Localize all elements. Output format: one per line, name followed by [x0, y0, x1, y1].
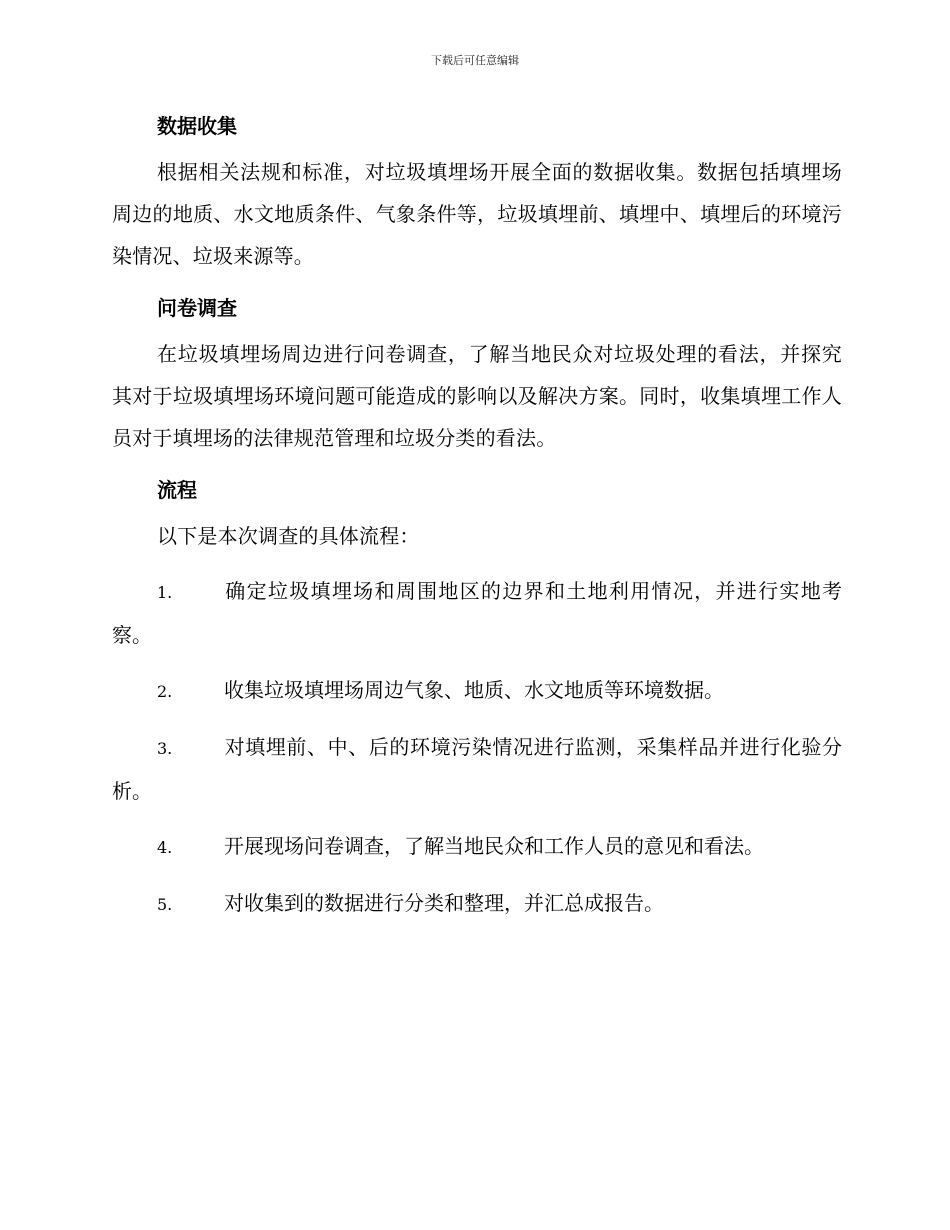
step-text: 开展现场问卷调查，了解当地民众和工作人员的意见和看法。: [224, 834, 764, 858]
step-text: 对填埋前、中、后的环境污染情况进行监测，采集样品并进行化验分析。: [112, 735, 842, 803]
step-text: 确定垃圾填埋场和周围地区的边界和土地利用情况，并进行实地考察。: [112, 579, 842, 647]
section-heading-process: 流程: [157, 478, 197, 502]
list-item: [112, 570, 842, 656]
paragraph-data-collection: 根据相关法规和标准，对垃圾填埋场开展全面的数据收集。数据包括填埋场周边的地质、水文地质条件、气象条件等，垃圾填埋前、填埋中、填埋后的环境污染情况、垃圾来源等。: [112, 160, 842, 268]
section-heading-survey: 问卷调查: [157, 296, 237, 320]
header-note: 下载后可任意编辑: [431, 54, 519, 67]
step-number: 4.: [157, 838, 173, 857]
list-item: [112, 825, 842, 869]
step-number: 1.: [157, 583, 173, 602]
step-text: 收集垃圾填埋场周边气象、地质、水文地质等环境数据。: [224, 678, 724, 702]
paragraph-process-intro: 以下是本次调查的具体流程：: [157, 524, 420, 548]
step-number: 2.: [157, 682, 173, 701]
process-step-list: [112, 570, 842, 926]
step-number: 5.: [157, 895, 173, 914]
document-body: [112, 108, 842, 926]
list-item: [112, 726, 842, 812]
step-number: 3.: [157, 739, 173, 758]
list-item: [112, 669, 842, 713]
step-text: 对收集到的数据进行分类和整理，并汇总成报告。: [224, 891, 664, 915]
paragraph-survey: 在垃圾填埋场周边进行问卷调查，了解当地民众对垃圾处理的看法，并探究其对于垃圾填埋场环境问题可能造成的影响以及解决方案。同时，收集填埋工作人员对于填埋场的法律规范管理和垃圾分类的看法。: [112, 342, 842, 450]
list-item: [112, 882, 842, 926]
section-heading-data-collection: 数据收集: [157, 114, 237, 138]
